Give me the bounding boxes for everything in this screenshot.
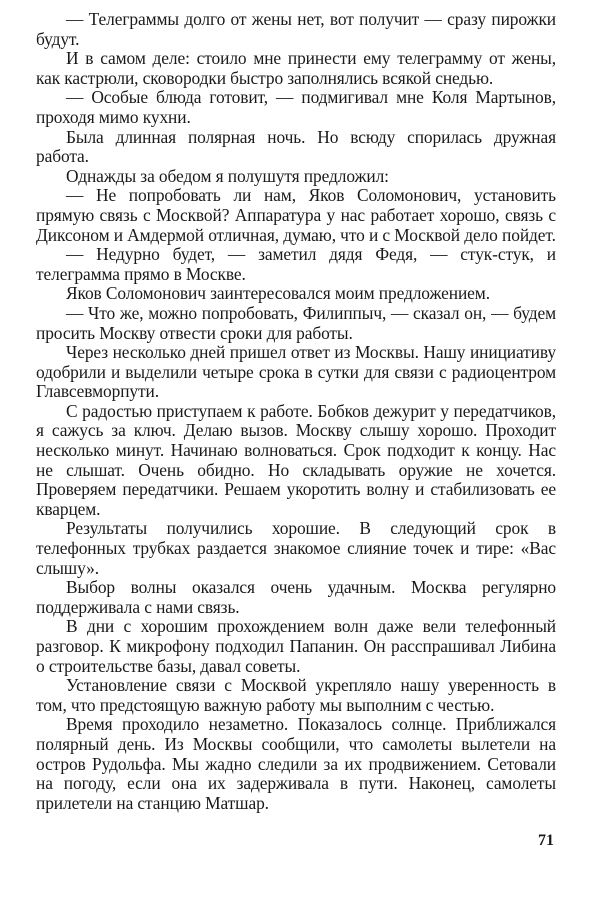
paragraph: Время проходило незаметно. Показалось солнце. Приближался полярный день. Из Москвы сообщили, что самолеты вылетели на остров Рудольфа. Мы жадно следили за их продвижением. Сетовали на погоду, если она их задерживала в пути. Наконец, самолеты прилетели на станцию Матшар. [36,714,556,813]
paragraph: В дни с хорошим прохождением волн даже вели телефонный разговор. К микрофону подходил Папанин. Он расспрашивал Либина о строительстве базы, давал советы. [36,616,556,676]
paragraph: Выбор волны оказался очень удачным. Москва регулярно поддерживала с нами связь. [36,577,556,617]
paragraph: Через несколько дней пришел ответ из Москвы. Нашу инициативу одобрили и выделили четыре срока в сутки для связи с радиоцентром Главсевморпути. [36,342,556,402]
paragraph: — Недурно будет, — заметил дядя Федя, — стук-стук, и телеграмма прямо в Москве. [36,244,556,284]
paragraph: Однажды за обедом я полушутя предложил: [66,165,389,186]
paragraph: Результаты получились хорошие. В следующий срок в телефонных трубках раздается знакомое слияние точек и тире: «Вас слышу». [36,518,556,578]
paragraph: — Что же, можно попробовать, Филиппыч, — сказал он, — будем просить Москву отвести сроки для работы. [36,302,556,343]
paragraph: И в самом деле: стоило мне принести ему телеграмму от жены, как кастрюли, сковородки быстро заполнялись всякой снедью. [36,48,556,88]
paragraph: — Телеграммы долго от жены нет, вот получит — сразу пирожки будут. [36,9,556,49]
paragraph: — Особые блюда готовит, — подмигивал мне Коля Мартынов, проходя мимо кухни. [36,87,556,127]
paragraph: Яков Соломонович заинтересовался моим предложением. [66,283,490,304]
paragraph: Была длинная полярная ночь. Но всюду спорилась дружная работа. [36,126,556,167]
paragraph: — Не попробовать ли нам, Яков Соломонович, установить прямую связь с Москвой? Аппаратура у нас работает хорошо, связь с Диксоном и Амдермой отличная, думаю, что и с Москвой дело пойдет. [36,185,556,245]
page-number: 71 [538,832,554,849]
paragraph: С радостью приступаем к работе. Бобков дежурит у передатчиков, я сажусь за ключ. Делаю вызов. Москву слышу хорошо. Проходит несколько минут. Начинаю волноваться. Срок подходит к концу. Нас не слышат. Очень обидно. Но складывать оружие не хочется. Проверяем передатчики. Решаем укоротить волну и стабилизовать ее кварцем. [36,400,556,519]
body-text [36,10,556,813]
book-page [36,10,556,890]
paragraph: Установление связи с Москвой укрепляло нашу уверенность в том, что предстоящую важную работу мы выполним с честью. [36,675,556,715]
